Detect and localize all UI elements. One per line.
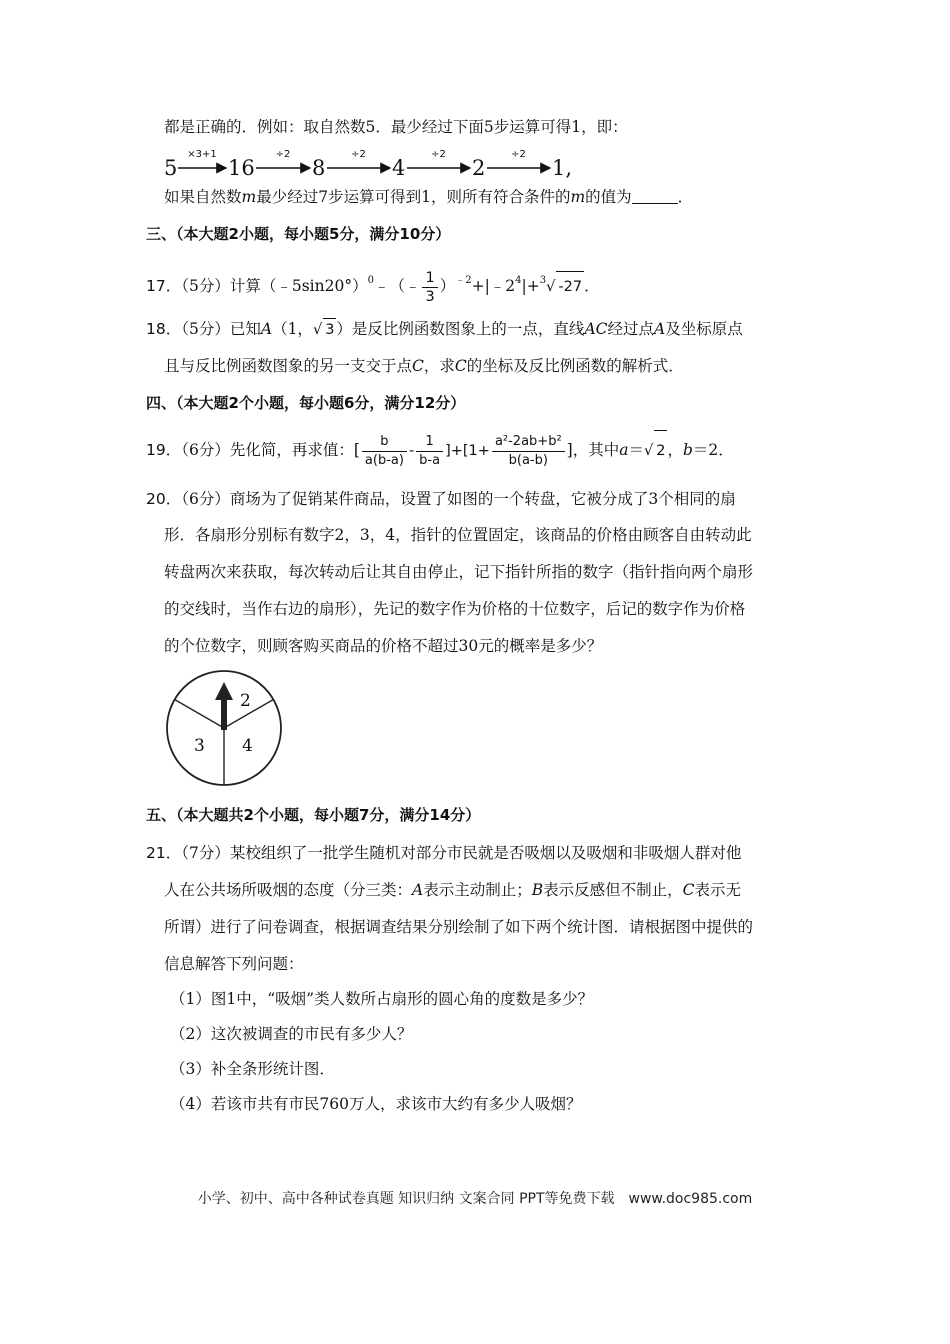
q18-text-d: 经过点 xyxy=(607,320,655,338)
q17-frac-den: 3 xyxy=(425,288,435,305)
q17-frac-num: 1 xyxy=(422,269,437,288)
q21-cat-a: A xyxy=(412,881,424,899)
q17-sup4: 4 xyxy=(515,275,522,286)
q19-minus: - xyxy=(408,443,415,459)
spinner-label-2: 2 xyxy=(240,691,251,711)
q17-radicand: -27 xyxy=(556,271,584,302)
q18-number: 18． xyxy=(146,320,182,338)
spinner-diagram xyxy=(164,668,288,792)
q19-var-a: a xyxy=(619,441,629,459)
q18-text-c: ）是反比例函数图象上的一点，直线 xyxy=(336,320,585,338)
section3-heading: 三、（本大题2小题，每小题5分，满分10分） xyxy=(146,225,451,243)
chain-node: 1, xyxy=(552,156,573,180)
q21-sub-4: （4）若该市共有市民760万人，求该市大约有多少人吸烟？ xyxy=(170,1095,582,1113)
q17-text-a: （5分）计算（﹣5sin20°） xyxy=(181,277,368,295)
q19-sqrt2-radicand: 2 xyxy=(654,430,667,471)
chain-node: 5 xyxy=(164,156,178,180)
q21-sub-3: （3）补全条形统计图． xyxy=(170,1060,335,1078)
q17-text-b: ﹣（﹣ xyxy=(373,277,421,295)
q20-line-1 xyxy=(146,488,736,510)
section5-heading: 五、（本大题共2个小题，每小题7分，满分14分） xyxy=(146,806,481,824)
q20-line-2: 形．各扇形分别标有数字2，3，4，指针的位置固定，该商品的价格由顾客自由转动此 xyxy=(164,526,752,544)
question-18-line1 xyxy=(146,318,743,341)
var-m-2: m xyxy=(570,188,586,206)
q17-root-index: 3 xyxy=(539,275,547,286)
q17-text-d: +|﹣2 xyxy=(471,277,516,295)
q20-line-4: 的交线时，当作右边的扇形），先记的数字作为价格的十位数字，后记的数字作为价格 xyxy=(164,600,746,618)
q21-line-2 xyxy=(164,879,741,901)
q21-line-1 xyxy=(146,842,741,864)
chain-node: 8 xyxy=(312,156,326,180)
chain-op-label: ×3+1 xyxy=(187,149,217,160)
q18-text-e: 及坐标原点 xyxy=(665,320,743,338)
spinner-figure xyxy=(164,668,288,796)
q18-point-a-2: A xyxy=(654,320,666,338)
q19-text-b: ]+[1+ xyxy=(445,443,490,459)
question-19 xyxy=(146,430,734,471)
q19-f3-den: b(a-b) xyxy=(508,452,548,468)
intro-line1: 都是正确的．例如：取自然数5．最少经过下面5步运算可得1，即： xyxy=(164,118,628,136)
q21-line2-c: 表示反感但不制止， xyxy=(543,881,683,899)
chain-op-label: ÷2 xyxy=(275,149,291,160)
q18-text-b: （1， xyxy=(272,320,313,338)
q17-sup-neg2: ﹣2 xyxy=(455,275,472,286)
q20-number: 20． xyxy=(146,490,182,508)
intro-line2-a: 如果自然数 xyxy=(164,188,242,206)
q21-line2-b: 表示主动制止； xyxy=(423,881,532,899)
q19-eq2: ＝2． xyxy=(692,441,734,459)
chain-op-label: ÷2 xyxy=(351,149,366,160)
q19-text-c: ]，其中 xyxy=(566,441,620,459)
q19-var-b: b xyxy=(682,441,693,459)
answer-blank xyxy=(632,187,678,204)
q20-line-3: 转盘两次来获取，每次转动后让其自由停止，记下指针所指的数字（指针指向两个扇形 xyxy=(164,563,754,581)
q18-text-a: （5分）已知 xyxy=(181,320,261,338)
q18-line2-b: ，求 xyxy=(423,357,455,375)
q19-number: 19． xyxy=(146,441,182,459)
q19-comma: ， xyxy=(667,441,683,459)
q17-number: 17． xyxy=(146,277,182,295)
q18-line2-a: 且与反比例函数图象的另一支交于点 xyxy=(164,357,413,375)
q21-line-3: 所谓）进行了问卷调查，根据调查结果分别绘制了如下两个统计图．请根据图中提供的 xyxy=(164,918,754,936)
spinner-divider-left xyxy=(175,700,224,729)
q21-line2-d: 表示无 xyxy=(694,881,742,899)
pointer-arrowhead xyxy=(215,682,233,700)
q18-line2-c: 的坐标及反比例函数的解析式． xyxy=(466,357,684,375)
intro-line2-c: 的值为 xyxy=(585,188,632,206)
intro-line2-b: 最少经过7步运算可得到1，则所有符合条件的 xyxy=(256,188,571,206)
spinner-label-3: 3 xyxy=(194,736,205,756)
q18-sqrt3: √ 3 xyxy=(313,322,336,338)
q19-fraction-3 xyxy=(492,433,565,470)
intro-line2-end: ． xyxy=(677,188,694,206)
q21-cat-c: C xyxy=(682,881,695,899)
question-17 xyxy=(146,266,600,306)
q21-sub-2: （2）这次被调查的市民有多少人？ xyxy=(170,1025,413,1043)
q19-f2-den: b-a xyxy=(419,452,441,468)
pointer-shaft xyxy=(221,696,227,730)
q18-point-c: C xyxy=(412,357,424,375)
operation-chain-figure xyxy=(164,146,624,180)
section4-heading: 四、（本大题2个小题，每小题6分，满分12分） xyxy=(146,394,466,412)
q19-text-a: （6分）先化简，再求值：[ xyxy=(181,441,360,459)
q17-text-e: |+ xyxy=(521,277,540,295)
chain-op-label: ÷2 xyxy=(511,149,526,160)
q18-line-ac: AC xyxy=(584,320,608,338)
q19-f2-num: 1 xyxy=(416,433,443,452)
q19-eq1: ＝ xyxy=(628,441,644,459)
q17-end: ． xyxy=(584,277,600,295)
q18-sqrt3-radicand: 3 xyxy=(323,318,336,341)
q20-line-5: 的个位数字，则顾客购买商品的价格不超过30元的概率是多少？ xyxy=(164,637,603,655)
q18-point-c-2: C xyxy=(454,357,467,375)
q17-sup0: 0 xyxy=(367,275,374,286)
q21-cat-b: B xyxy=(531,881,544,899)
q21-number: 21． xyxy=(146,844,182,862)
q21-line2-a: 人在公共场所吸烟的态度（分三类： xyxy=(164,881,413,899)
q20-text-1: （6分）商场为了促销某件商品，设置了如图的一个转盘，它被分成了3个相同的扇 xyxy=(181,490,736,508)
chain-node: 16 xyxy=(228,156,255,180)
q21-sub-1: （1）图1中，“吸烟”类人数所占扇形的圆心角的度数是多少？ xyxy=(170,990,594,1008)
q18-point-a: A xyxy=(260,320,273,338)
q19-f1-den: a(b-a) xyxy=(364,452,404,468)
var-m: m xyxy=(241,188,257,206)
q19-fraction-2 xyxy=(416,433,443,470)
q17-text-c: ） xyxy=(439,277,456,295)
operation-chain xyxy=(164,146,624,180)
q19-f1-num: b xyxy=(362,433,407,452)
chain-node: 2 xyxy=(472,156,486,180)
q19-f3-num: a²-2ab+b² xyxy=(492,433,565,452)
intro-line2 xyxy=(164,186,693,208)
q17-radical: √ -27 xyxy=(546,279,584,295)
page-footer: 小学、初中、高中各种试卷真题 知识归纳 文案合同 PPT等免费下载 www.doc985.com xyxy=(197,1191,753,1207)
chain-node: 4 xyxy=(392,156,406,180)
q21-line-4: 信息解答下列问题： xyxy=(164,955,304,973)
chain-op-label: ÷2 xyxy=(431,149,446,160)
q21-text-1: （7分）某校组织了一批学生随机对部分市民就是否吸烟以及吸烟和非吸烟人群对他 xyxy=(181,844,742,862)
q19-fraction-1 xyxy=(362,433,407,470)
spinner-label-4: 4 xyxy=(242,736,253,756)
q19-sqrt2: √ 2 xyxy=(644,443,667,459)
q17-fraction xyxy=(422,269,437,306)
question-18-line2 xyxy=(164,355,684,377)
